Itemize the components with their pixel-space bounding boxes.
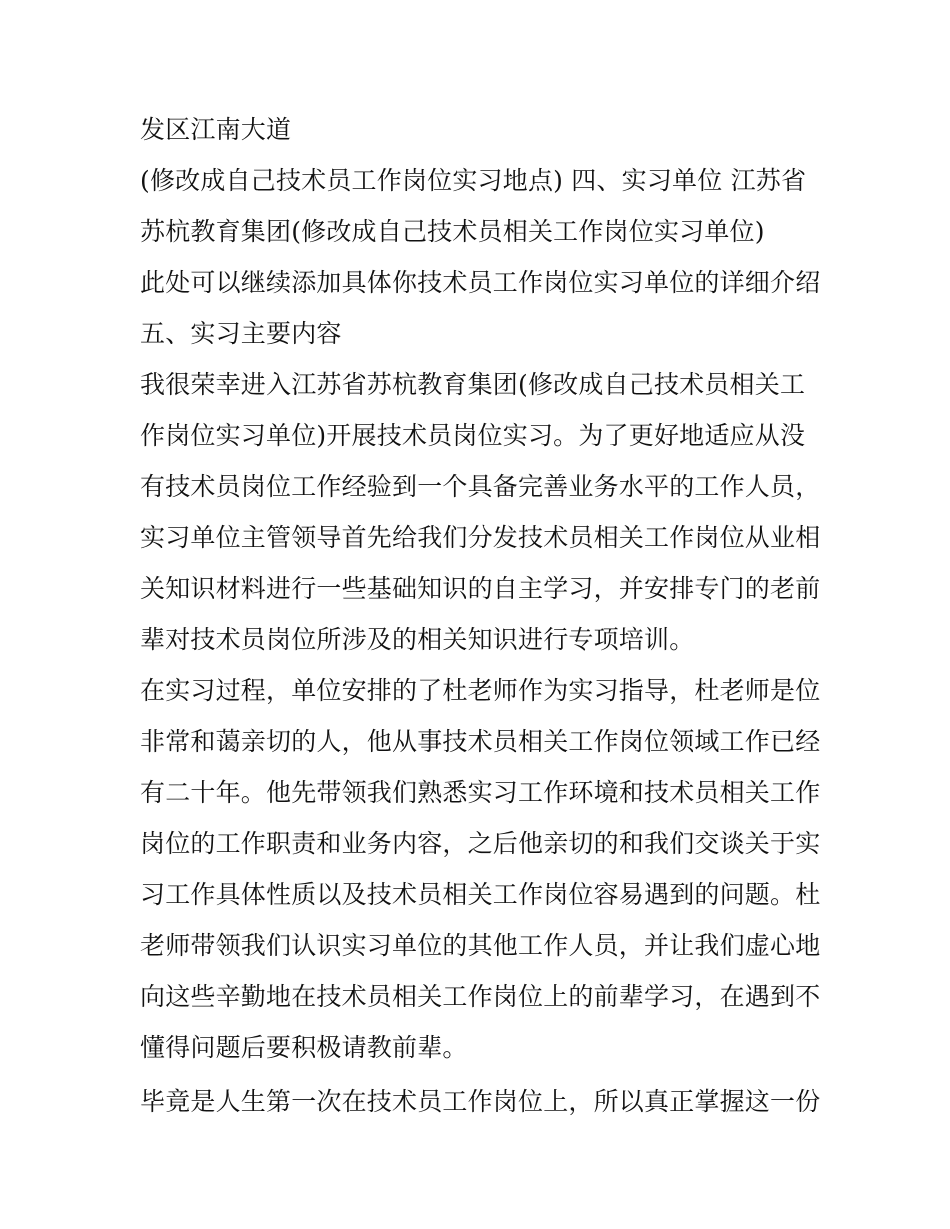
text-line: 懂得问题后要积极请教前辈。 [140, 1033, 468, 1062]
text-line: 向这些辛勤地在技术员相关工作岗位上的前辈学习，在遇到不 [140, 982, 821, 1011]
text-line: 苏杭教育集团(修改成自己技术员相关工作岗位实习单位) [140, 217, 765, 246]
text-line: 有技术员岗位工作经验到一个具备完善业务水平的工作人员， [140, 472, 821, 501]
text-line: 习工作具体性质以及技术员相关工作岗位容易遇到的问题。杜 [140, 880, 821, 909]
text-line: 关知识材料进行一些基础知识的自主学习，并安排专门的老前 [140, 574, 821, 603]
section-heading: 五、实习主要内容 [140, 319, 342, 348]
text-line: 此处可以继续添加具体你技术员工作岗位实习单位的详细介绍 [140, 268, 821, 297]
text-line: 发区江南大道 [140, 115, 292, 144]
text-line: 非常和蔼亲切的人，他从事技术员相关工作岗位领域工作已经 [140, 727, 821, 756]
text-line: 实习单位主管领导首先给我们分发技术员相关工作岗位从业相 [140, 523, 821, 552]
text-line: 毕竟是人生第一次在技术员工作岗位上，所以真正掌握这一份 [140, 1087, 821, 1116]
text-line: 在实习过程，单位安排的了杜老师作为实习指导，杜老师是位 [140, 676, 821, 705]
body-text [140, 108, 821, 1131]
text-line: 作岗位实习单位)开展技术员岗位实习。为了更好地适应从没 [140, 421, 806, 450]
text-line: 有二十年。他先带领我们熟悉实习工作环境和技术员相关工作 [140, 778, 821, 807]
text-line: 我很荣幸进入江苏省苏杭教育集团(修改成自己技术员相关工 [140, 370, 806, 399]
text-line: 岗位的工作职责和业务内容，之后他亲切的和我们交谈关于实 [140, 829, 821, 858]
text-line: (修改成自己技术员工作岗位实习地点) 四、实习单位 江苏省 [140, 166, 807, 195]
text-line: 辈对技术员岗位所涉及的相关知识进行专项培训。 [140, 625, 695, 654]
text-line: 老师带领我们认识实习单位的其他工作人员，并让我们虚心地 [140, 931, 821, 960]
